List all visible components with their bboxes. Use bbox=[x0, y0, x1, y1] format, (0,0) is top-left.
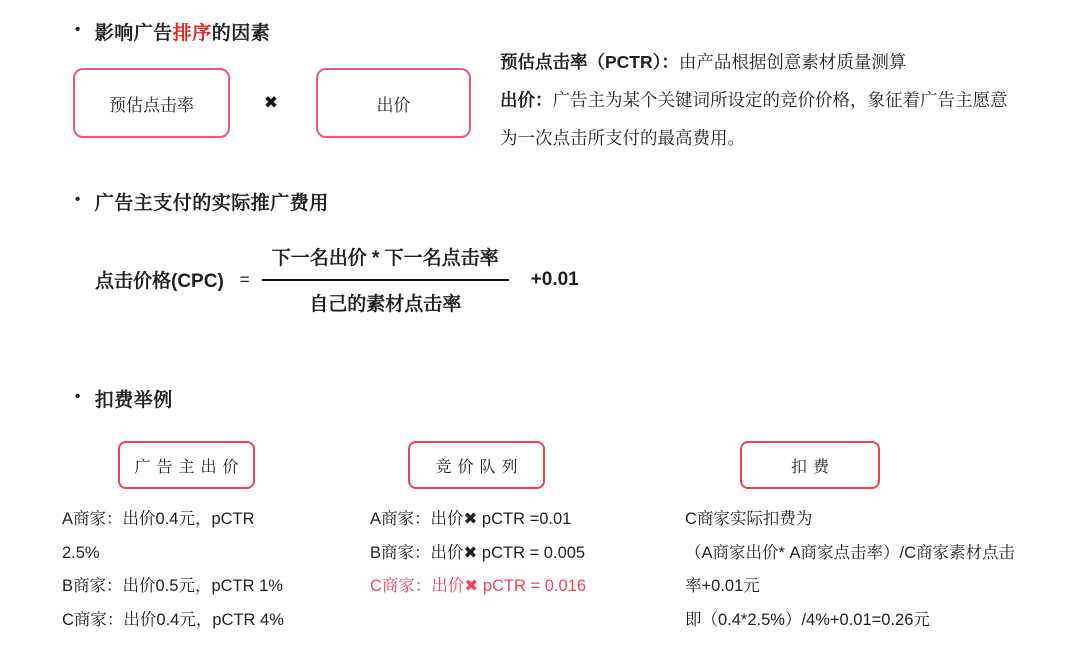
bid-line-a-cont: 2.5% bbox=[62, 543, 100, 562]
queue-line-b: B商家：出价✖ pCTR = 0.005 bbox=[370, 543, 586, 562]
advertiser-bid-box bbox=[118, 441, 255, 489]
charge-line-4: 即（0.4*2.5%）/4%+0.01=0.26元 bbox=[685, 610, 930, 629]
section3-title bbox=[75, 385, 173, 412]
bid-box bbox=[316, 68, 471, 138]
charge-column bbox=[685, 503, 1015, 637]
auction-queue-column bbox=[370, 503, 586, 604]
desc-line-bid-cont: 为一次点击所支付的最高费用。 bbox=[500, 128, 745, 148]
formula-lhs: 点击价格(CPC) bbox=[95, 271, 224, 292]
charge-box bbox=[740, 441, 880, 489]
section1-title-text bbox=[95, 18, 271, 45]
multiply-icon-top: ✖ bbox=[263, 93, 279, 112]
advertiser-bid-box-label: 广告主出价 bbox=[134, 458, 245, 476]
section1-title-post: 的因素 bbox=[211, 23, 271, 44]
section3-title-text: 扣费举例 bbox=[94, 390, 173, 411]
section1-title-pre: 影响广告 bbox=[94, 23, 173, 44]
bid-line-a: A商家：出价0.4元，pCTR bbox=[62, 510, 255, 528]
formula-constant: +0.01 bbox=[530, 268, 579, 290]
auction-queue-box-label: 竞价队列 bbox=[435, 458, 524, 476]
charge-box-label: 扣费 bbox=[790, 458, 835, 476]
advertiser-bid-column bbox=[62, 503, 284, 637]
formula-denominator: 自己的素材点击率 bbox=[309, 294, 462, 315]
section1-title-highlight: 排序 bbox=[172, 23, 212, 44]
bid-line-c: C商家：出价0.4元，pCTR 4% bbox=[62, 610, 284, 629]
pctr-box bbox=[73, 68, 230, 138]
bid-line-b: B商家：出价0.5元，pCTR 1% bbox=[62, 577, 283, 595]
formula-fraction bbox=[262, 243, 509, 316]
auction-queue-box bbox=[408, 441, 545, 489]
charge-line-3: 率+0.01元 bbox=[685, 577, 760, 595]
charge-line-1: C商家实际扣费为 bbox=[685, 510, 813, 528]
section2-title bbox=[75, 188, 329, 215]
queue-line-a: A商家：出价✖ pCTR =0.01 bbox=[370, 510, 572, 528]
bullet-icon: • bbox=[75, 191, 81, 208]
section1-title bbox=[75, 18, 270, 45]
bid-box-label: 出价 bbox=[376, 95, 411, 115]
desc-line-pctr: 预估点击率（PCTR）：由产品根据创意素材质量测算 bbox=[500, 52, 907, 72]
bullet-icon: • bbox=[75, 388, 81, 405]
desc-line-bid: 出价：广告主为某个关键词所设定的竞价价格，象征着广告主愿意 bbox=[500, 90, 1008, 110]
section2-title-text: 广告主支付的实际推广费用 bbox=[94, 193, 329, 214]
cpc-formula bbox=[95, 243, 579, 316]
formula-equals: = bbox=[239, 269, 250, 289]
pctr-box-label: 预估点击率 bbox=[109, 95, 194, 115]
formula-numerator: 下一名出价 * 下一名点击率 bbox=[262, 243, 509, 281]
section1-description bbox=[500, 43, 1008, 157]
bullet-icon: • bbox=[75, 21, 81, 38]
charge-line-2: （A商家出价* A商家点击率）/C商家素材点击 bbox=[685, 543, 1016, 562]
queue-line-c-highlight: C商家：出价✖ pCTR = 0.016 bbox=[370, 577, 587, 595]
